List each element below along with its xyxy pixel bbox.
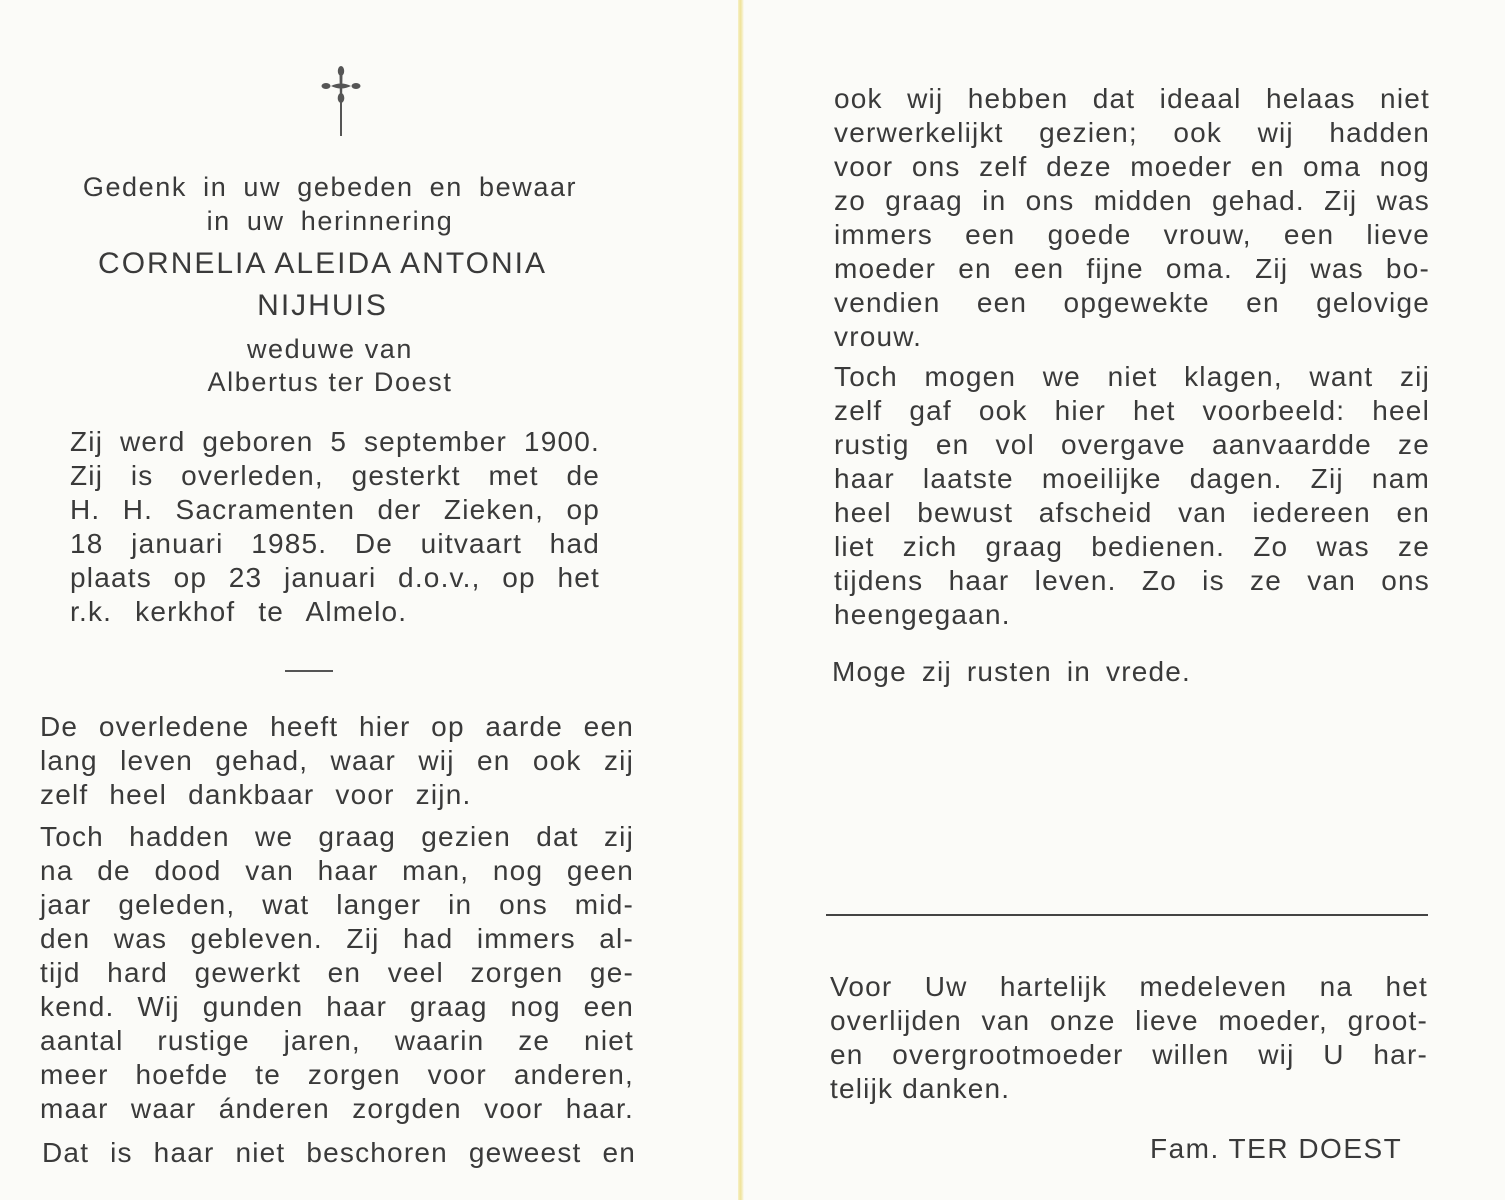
text-line: Toch hadden we graag gezien dat zij (40, 821, 634, 852)
text-line: verwerkelijkt gezien; ook wij hadden (834, 117, 1430, 148)
text-line: aantal rustige jaren, waarin ze niet (40, 1025, 634, 1056)
text-line: Zij is overleden, gesterkt met de (70, 460, 600, 491)
left-paragraph-2 (40, 820, 634, 1126)
cross-icon (321, 64, 361, 138)
header-line-1: Gedenk in uw gebeden en bewaar (82, 172, 578, 202)
text-line: plaats op 23 januari d.o.v., op het (70, 562, 600, 593)
right-paragraph-2 (834, 360, 1430, 632)
husband-name: Albertus ter Doest (207, 367, 453, 397)
text-line: en overgrootmoeder willen wij U har- (830, 1039, 1428, 1070)
text-line: overlijden van onze lieve moeder, groot- (830, 1005, 1428, 1036)
text-line: r.k. kerkhof te Almelo. (70, 596, 408, 627)
text-line: telijk danken. (830, 1073, 1011, 1104)
left-paragraph-1 (40, 710, 634, 812)
text-line: tijd hard gewerkt en veel zorgen ge- (40, 957, 634, 988)
text-line: zelf heel dankbaar voor zijn. (40, 779, 472, 810)
card-fold (738, 0, 744, 1200)
text-line: immers een goede vrouw, een lieve (834, 219, 1430, 250)
text-line: 18 januari 1985. De uitvaart had (70, 528, 600, 559)
text-line: haar laatste moeilijke dagen. Zij nam (834, 463, 1430, 494)
header-line-2: in uw herinnering (206, 206, 454, 236)
text-line: meer hoefde te zorgen voor anderen, (40, 1059, 634, 1090)
right-paragraph-1 (834, 82, 1430, 354)
deceased-name-line-1: CORNELIA ALEIDA ANTONIA (98, 247, 547, 280)
text-line: De overledene heeft hier op aarde een (40, 711, 634, 742)
divider-dash (285, 670, 333, 672)
text-line: den was gebleven. Zij had immers al- (40, 923, 634, 954)
thanks-paragraph (830, 970, 1428, 1106)
text-line: ook wij hebben dat ideaal helaas niet (834, 83, 1430, 114)
text-line: vendien een opgewekte en gelovige (834, 287, 1430, 318)
deceased-name-line-2: NIJHUIS (257, 289, 388, 322)
text-line: Dat is haar niet beschoren geweest en (42, 1137, 636, 1168)
left-paragraph-3 (42, 1136, 636, 1170)
family-signature: Fam. TER DOEST (1150, 1133, 1403, 1164)
text-line: zo graag in ons midden gehad. Zij was (834, 185, 1430, 216)
text-line: Zij werd geboren 5 september 1900. (70, 426, 600, 457)
text-line: tijdens haar leven. Zo is ze van ons (834, 565, 1430, 596)
text-line: voor ons zelf deze moeder en oma nog (834, 151, 1430, 182)
text-line: heengegaan. (834, 599, 1011, 630)
birth-paragraph (70, 425, 600, 629)
text-line: kend. Wij gunden haar graag nog een (40, 991, 634, 1022)
memorial-header (55, 170, 605, 238)
text-line: maar waar ánderen zorgden voor haar. (40, 1093, 634, 1124)
text-line: moeder en een fijne oma. Zij was bo- (834, 253, 1430, 284)
text-line: lang leven gehad, waar wij en ook zij (40, 745, 634, 776)
closing-wish: Moge zij rusten in vrede. (832, 656, 1192, 687)
text-line: H. H. Sacramenten der Zieken, op (70, 494, 600, 525)
text-line: zelf gaf ook hier het voorbeeld: heel (834, 395, 1430, 426)
text-line: rustig en vol overgave aanvaardde ze (834, 429, 1430, 460)
text-line: Toch mogen we niet klagen, want zij (834, 361, 1430, 392)
text-line: jaar geleden, wat langer in ons mid- (40, 889, 634, 920)
text-line: liet zich graag bedienen. Zo was ze (834, 531, 1430, 562)
divider-rule (826, 914, 1428, 916)
widow-of-label: weduwe van (246, 334, 414, 364)
text-line: vrouw. (834, 321, 923, 352)
text-line: na de dood van haar man, nog geen (40, 855, 634, 886)
text-line: Voor Uw hartelijk medeleven na het (830, 971, 1428, 1002)
text-line: heel bewust afscheid van iedereen en (834, 497, 1430, 528)
